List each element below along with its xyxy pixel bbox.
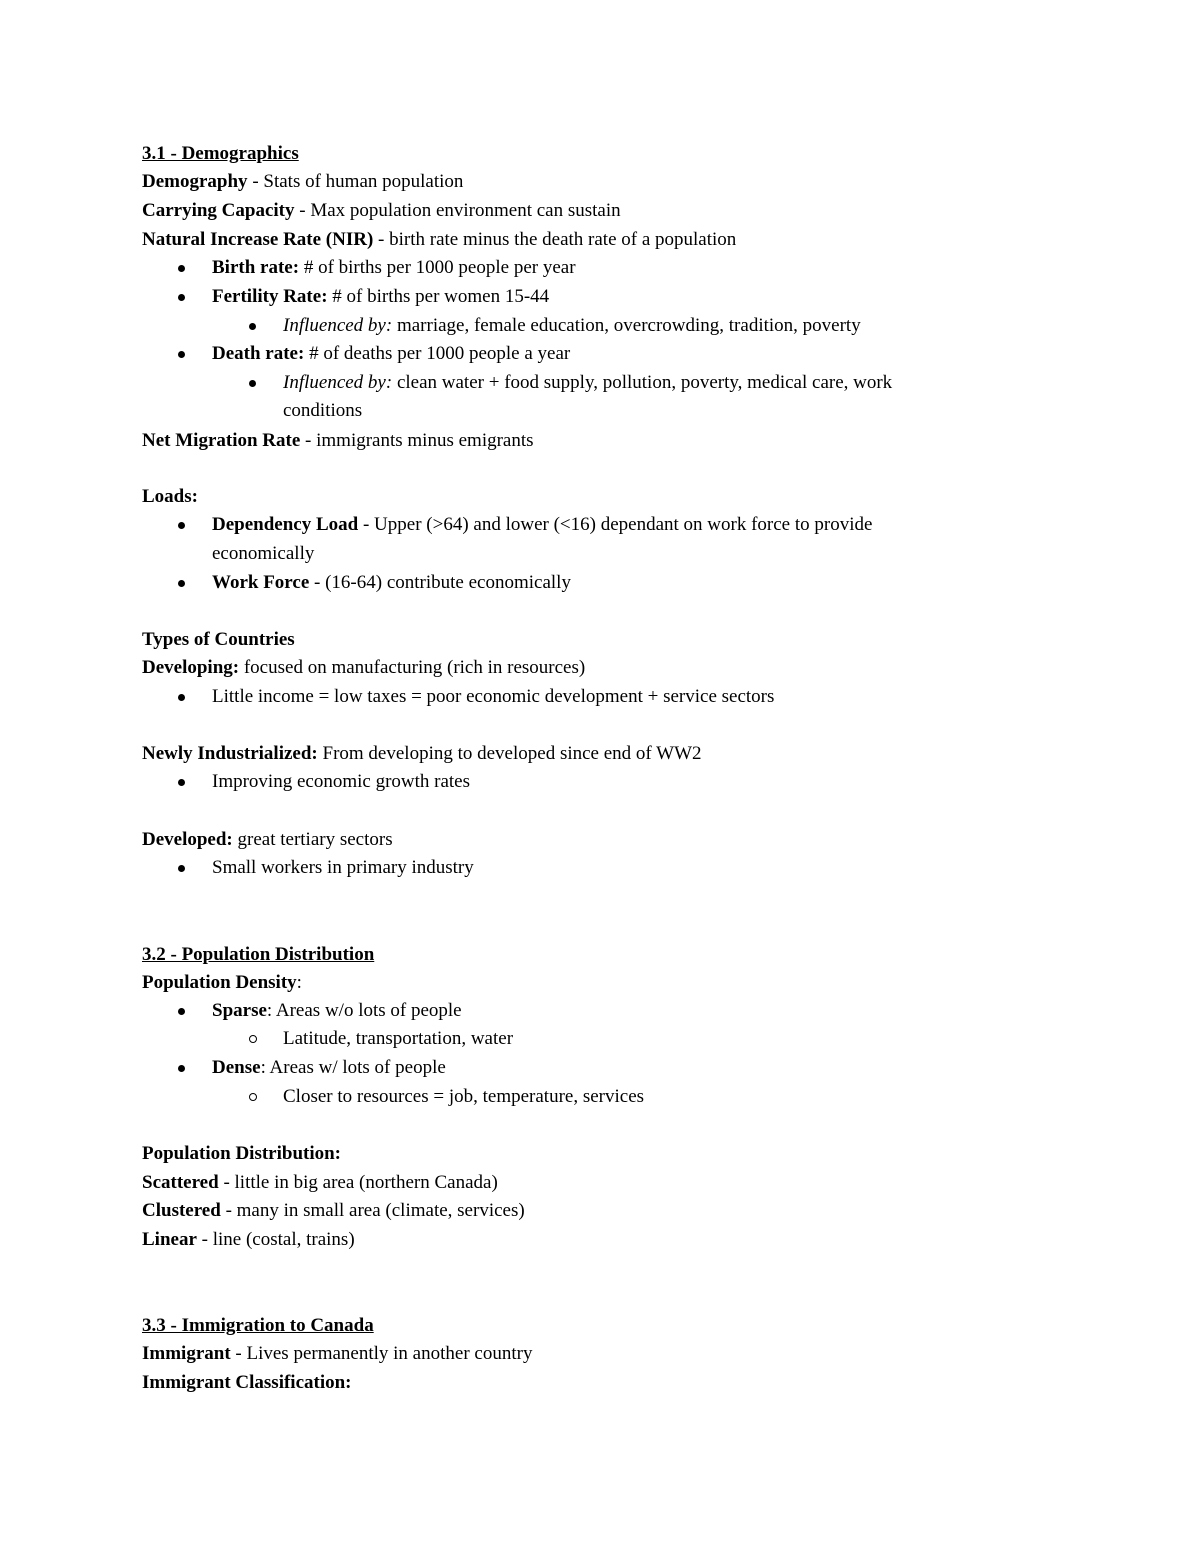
definition: Improving economic growth rates	[212, 771, 471, 792]
list-item-dense-factors	[283, 1086, 644, 1108]
definition-nir	[142, 229, 736, 251]
term: Population Density	[142, 972, 297, 993]
subheading-loads	[142, 486, 198, 508]
colon: :	[296, 972, 302, 993]
section-heading-population-distribution	[142, 944, 374, 966]
definition: clean water + food supply, pollution, poverty, medical care, work	[392, 372, 893, 393]
definition: - Max population environment can sustain	[294, 200, 621, 221]
heading-text: Loads:	[142, 486, 198, 507]
term: Work Force	[212, 572, 310, 593]
definition: # of births per women 15-44	[327, 286, 550, 307]
list-item-sparse-factors	[283, 1028, 513, 1050]
list-item-work-force	[212, 572, 571, 594]
definition: : Areas w/ lots of people	[260, 1057, 446, 1078]
definition: - many in small area (climate, services)	[220, 1200, 525, 1221]
definition: - birth rate minus the death rate of a population	[373, 229, 737, 250]
definition: - (16-64) contribute economically	[309, 572, 571, 593]
definition: - Lives permanently in another country	[230, 1343, 533, 1364]
heading-text: 3.2 - Population Distribution	[142, 944, 375, 965]
definition: : Areas w/o lots of people	[266, 1000, 462, 1021]
bullet-icon	[178, 580, 185, 587]
term: Demography	[142, 171, 248, 192]
definition: economically	[212, 543, 315, 564]
definition: From developing to developed since end of WW2	[317, 743, 702, 764]
definition: focused on manufacturing (rich in resources)	[239, 657, 586, 678]
definition-linear	[142, 1229, 355, 1251]
definition: - immigrants minus emigrants	[300, 430, 534, 451]
bullet-icon	[178, 694, 185, 701]
definition: - little in big area (northern Canada)	[218, 1172, 498, 1193]
definition-newly-industrialized	[142, 743, 702, 765]
definition: Closer to resources = job, temperature, services	[283, 1086, 645, 1107]
term: Birth rate:	[212, 257, 300, 278]
term: Developing:	[142, 657, 240, 678]
definition-scattered	[142, 1172, 498, 1194]
heading-text: Immigrant Classification:	[142, 1372, 352, 1393]
definition-carrying-capacity	[142, 200, 621, 222]
heading-text: Types of Countries	[142, 629, 295, 650]
list-item-death-influences-continued	[283, 400, 362, 422]
list-item-birth-rate	[212, 257, 576, 279]
term: Dense	[212, 1057, 261, 1078]
term: Sparse	[212, 1000, 267, 1021]
heading-text: 3.1 - Demographics	[142, 143, 299, 164]
definition: - line (costal, trains)	[196, 1229, 355, 1250]
term: Dependency Load	[212, 514, 359, 535]
list-item-dependency-load	[212, 514, 872, 536]
bullet-icon	[178, 265, 185, 272]
list-item-fertility-influences	[283, 315, 861, 337]
term: Influenced by:	[283, 372, 393, 393]
bullet-icon	[249, 323, 256, 330]
definition-net-migration	[142, 430, 534, 452]
section-heading-immigration	[142, 1315, 374, 1337]
bullet-icon	[178, 1008, 185, 1015]
term: Linear	[142, 1229, 197, 1250]
definition: marriage, female education, overcrowding, tradition, poverty	[392, 315, 861, 336]
subheading-types-of-countries	[142, 629, 295, 651]
definition: Little income = low taxes = poor economic development + service sectors	[212, 686, 775, 707]
bullet-icon	[178, 865, 185, 872]
list-item-developed-note	[212, 857, 474, 879]
bullet-icon	[178, 351, 185, 358]
term: Immigrant	[142, 1343, 231, 1364]
list-item-dense	[212, 1057, 446, 1079]
list-item-fertility-rate	[212, 286, 549, 308]
term: Newly Industrialized:	[142, 743, 318, 764]
definition: - Upper (>64) and lower (<16) dependant on work force to provide	[358, 514, 873, 535]
definition: Small workers in primary industry	[212, 857, 474, 878]
list-item-dependency-load-continued	[212, 543, 314, 565]
term: Scattered	[142, 1172, 219, 1193]
list-item-sparse	[212, 1000, 462, 1022]
heading-text: Population Distribution:	[142, 1143, 342, 1164]
definition-demography	[142, 171, 463, 193]
term: Natural Increase Rate (NIR)	[142, 229, 374, 250]
definition-immigrant	[142, 1343, 532, 1365]
subheading-immigrant-classification	[142, 1372, 352, 1394]
definition: great tertiary sectors	[232, 829, 393, 850]
section-heading-demographics	[142, 143, 299, 165]
bullet-icon	[178, 1065, 185, 1072]
term: Clustered	[142, 1200, 221, 1221]
list-item-newly-industrialized-note	[212, 771, 470, 793]
term: Developed:	[142, 829, 233, 850]
bullet-icon	[178, 779, 185, 786]
list-item-death-influences	[283, 372, 892, 394]
heading-text: 3.3 - Immigration to Canada	[142, 1315, 374, 1336]
definition-clustered	[142, 1200, 525, 1222]
subheading-population-density	[142, 972, 302, 994]
definition: # of births per 1000 people per year	[299, 257, 576, 278]
term: Fertility Rate:	[212, 286, 328, 307]
hollow-bullet-icon	[249, 1035, 257, 1043]
term: Net Migration Rate	[142, 430, 301, 451]
bullet-icon	[178, 294, 185, 301]
term: Influenced by:	[283, 315, 393, 336]
term: Death rate:	[212, 343, 305, 364]
definition-developing	[142, 657, 585, 679]
bullet-icon	[249, 380, 256, 387]
definition: # of deaths per 1000 people a year	[304, 343, 571, 364]
definition: conditions	[283, 400, 363, 421]
hollow-bullet-icon	[249, 1093, 257, 1101]
bullet-icon	[178, 522, 185, 529]
term: Carrying Capacity	[142, 200, 295, 221]
list-item-developing-note	[212, 686, 774, 708]
list-item-death-rate	[212, 343, 570, 365]
definition: Latitude, transportation, water	[283, 1028, 514, 1049]
definition: - Stats of human population	[247, 171, 464, 192]
definition-developed	[142, 829, 393, 851]
subheading-population-distribution	[142, 1143, 341, 1165]
